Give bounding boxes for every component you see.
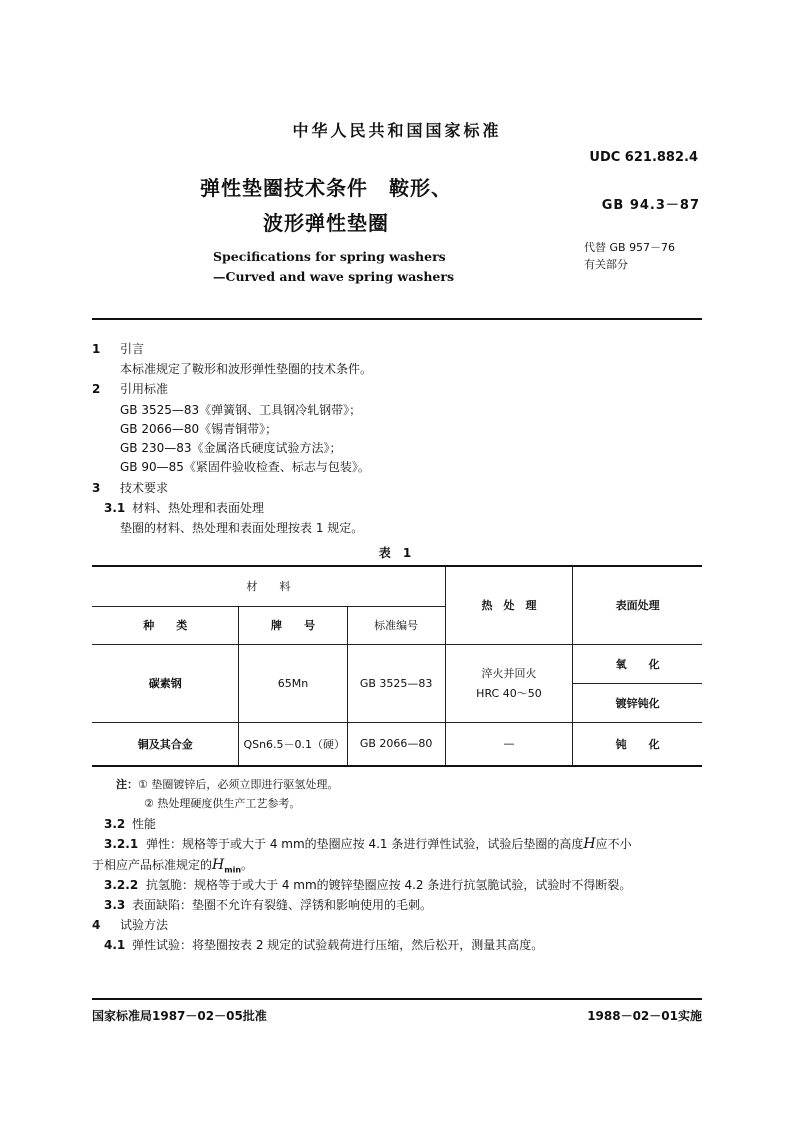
- title-line-1: 弹性垫圈技术条件 鞍形、: [200, 176, 452, 200]
- title-line-2: 波形弹性垫圈: [263, 211, 389, 235]
- issuing-body: 中华人民共和国国家标准: [292, 121, 502, 140]
- reference-item: GB 2066—80《锡青铜带》；: [120, 422, 278, 436]
- section-3-1-text: 垫圈的材料、热处理和表面处理按表 1 规定。: [120, 521, 364, 535]
- cell-standard: GB 2066—80: [347, 722, 445, 766]
- section-3-2-heading: 3.2 性能: [104, 817, 157, 831]
- cell-surface-galvanize: 镀锌钝化: [573, 683, 702, 722]
- cell-kind: 碳素钢: [92, 644, 239, 722]
- section-3-1-heading: 3.1 材料、热处理和表面处理: [104, 501, 265, 515]
- section-3-3-text: 3.3 表面缺陷：垫圈不允许有裂缝、浮锈和影响使用的毛刺。: [104, 898, 433, 912]
- heat-line-1: 淬火并回火: [481, 667, 537, 680]
- replaces-scope: 有关部分: [584, 258, 628, 271]
- section-4-heading: 4 试验方法: [92, 918, 169, 932]
- header-material: 材 料: [92, 566, 445, 606]
- reference-item: GB 3525—83《弹簧钢、工具钢冷轧钢带》；: [120, 403, 362, 417]
- header-standard: 标准编号: [347, 606, 445, 644]
- section-2-heading: 2 引用标准: [92, 382, 169, 396]
- reference-item: GB 230—83《金属洛氏硬度试验方法》；: [120, 441, 342, 455]
- header-grade: 牌 号: [239, 606, 347, 644]
- replaces-standard: 代替 GB 957－76: [584, 241, 676, 254]
- cell-grade: 65Mn: [239, 644, 347, 722]
- section-1-text: 本标准规定了鞍形和波形弹性垫圈的技术条件。: [120, 362, 373, 376]
- section-3-2-2-text: 3.2.2 抗氢脆：规格等于或大于 4 mm的镀锌垫圈应按 4.2 条进行抗氢脆试验，试验时不得断裂。: [104, 878, 632, 892]
- cell-standard: GB 3525—83: [347, 644, 445, 722]
- footer-divider: [92, 998, 702, 1000]
- materials-table: [92, 565, 702, 767]
- header-divider: [92, 318, 702, 320]
- section-3-heading: 3 技术要求: [92, 481, 169, 495]
- note-2: ② 热处理硬度供生产工艺参考。: [144, 797, 301, 810]
- cell-surface-passivate: 钝 化: [573, 722, 702, 766]
- header-heat-treatment: 热 处 理: [445, 566, 573, 644]
- effective-date: 1988－02－01实施: [587, 1009, 702, 1023]
- section-3-2-1-text-cont: 于相应产品标准规定的$H_{min}$。: [92, 857, 254, 875]
- cell-heat-treatment: [445, 644, 573, 722]
- note-1: 注：① 垫圈镀锌后，必须立即进行驱氢处理。: [116, 778, 339, 791]
- udc-number: UDC 621.882.4: [589, 150, 698, 165]
- gb-number: GB 94.3－87: [601, 198, 700, 213]
- heat-line-2: HRC 40～50: [476, 687, 542, 700]
- section-1-heading: 1 引言: [92, 342, 145, 356]
- cell-heat-treatment: —: [445, 722, 573, 766]
- header-surface-treatment: 表面处理: [573, 566, 702, 644]
- cell-surface-oxidize: 氧 化: [573, 644, 702, 683]
- cell-kind: 铜及其合金: [92, 722, 239, 766]
- approval-date: 国家标准局1987－02－05批准: [92, 1009, 267, 1023]
- reference-item: GB 90—85《紧固件验收检查、标志与包装》。: [120, 460, 370, 474]
- section-4-1-text: 4.1 弹性试验：将垫圈按表 2 规定的试验载荷进行压缩，然后松开，测量其高度。: [104, 938, 544, 952]
- cell-grade: QSn6.5－0.1（硬）: [239, 722, 347, 766]
- english-title-line-2: —Curved and wave spring washers: [213, 269, 454, 284]
- section-3-2-1-text: 3.2.1 弹性：规格等于或大于 4 mm的垫圈应按 4.1 条进行弹性试验，试验后垫圈的高度H应不小: [104, 836, 632, 852]
- header-kind: 种 类: [92, 606, 239, 644]
- table-caption: 表 1: [378, 546, 416, 560]
- english-title-line-1: Specifications for spring washers: [213, 249, 446, 264]
